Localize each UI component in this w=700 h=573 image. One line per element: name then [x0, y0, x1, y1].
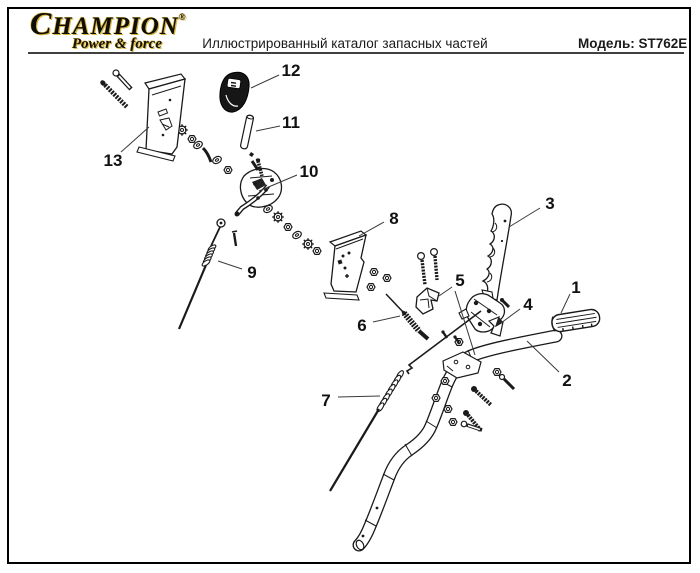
bracket-bolts [418, 249, 438, 285]
cable-spring [376, 370, 405, 413]
callout-12: 12 [281, 61, 301, 80]
carriage-bolt [471, 386, 491, 405]
callout-11: 11 [282, 113, 300, 132]
callout-13: 13 [103, 151, 123, 170]
part-left-shift-bracket [137, 74, 185, 161]
hardware-trail-upper [176, 124, 232, 173]
tube-hole [376, 507, 379, 510]
brand-tagline: Power & force [72, 36, 162, 52]
callout-2: 2 [562, 371, 572, 390]
part-cable-bracket [416, 288, 439, 314]
part-shift-lever-assembly [235, 161, 282, 217]
callout-3: 3 [545, 194, 555, 213]
bracket-nuts [367, 269, 391, 291]
callout-4: 4 [523, 295, 533, 314]
cotter-pin [232, 231, 237, 246]
part-right-shift-bracket [324, 231, 366, 300]
callout-7: 7 [321, 391, 331, 410]
tube-hole [362, 535, 365, 538]
part-handle-grip [551, 308, 601, 332]
model-label: Модель: ST762E [578, 36, 688, 51]
rod-pin [249, 152, 254, 157]
hex-bolt [500, 375, 515, 390]
part-shift-knob [220, 72, 249, 112]
part-shift-rod [240, 115, 262, 176]
callout-6: 6 [357, 316, 367, 335]
brand-text: CHAMPION [30, 5, 179, 41]
part-shift-cable [179, 219, 237, 329]
hardware-trail-lower [262, 204, 321, 254]
callout-9: 9 [247, 263, 257, 282]
callout-1: 1 [571, 278, 581, 297]
callout-5: 5 [455, 271, 465, 290]
hex-bolt [113, 70, 131, 89]
callout-8: 8 [389, 209, 399, 228]
page-title: Иллюстрированный каталог запасных частей [202, 36, 488, 51]
bracket-screws [99, 70, 131, 107]
part-speed-select-lever [483, 204, 511, 300]
cable-spring [201, 244, 217, 267]
registered-mark: ® [178, 12, 187, 22]
callout-10: 10 [299, 162, 319, 181]
